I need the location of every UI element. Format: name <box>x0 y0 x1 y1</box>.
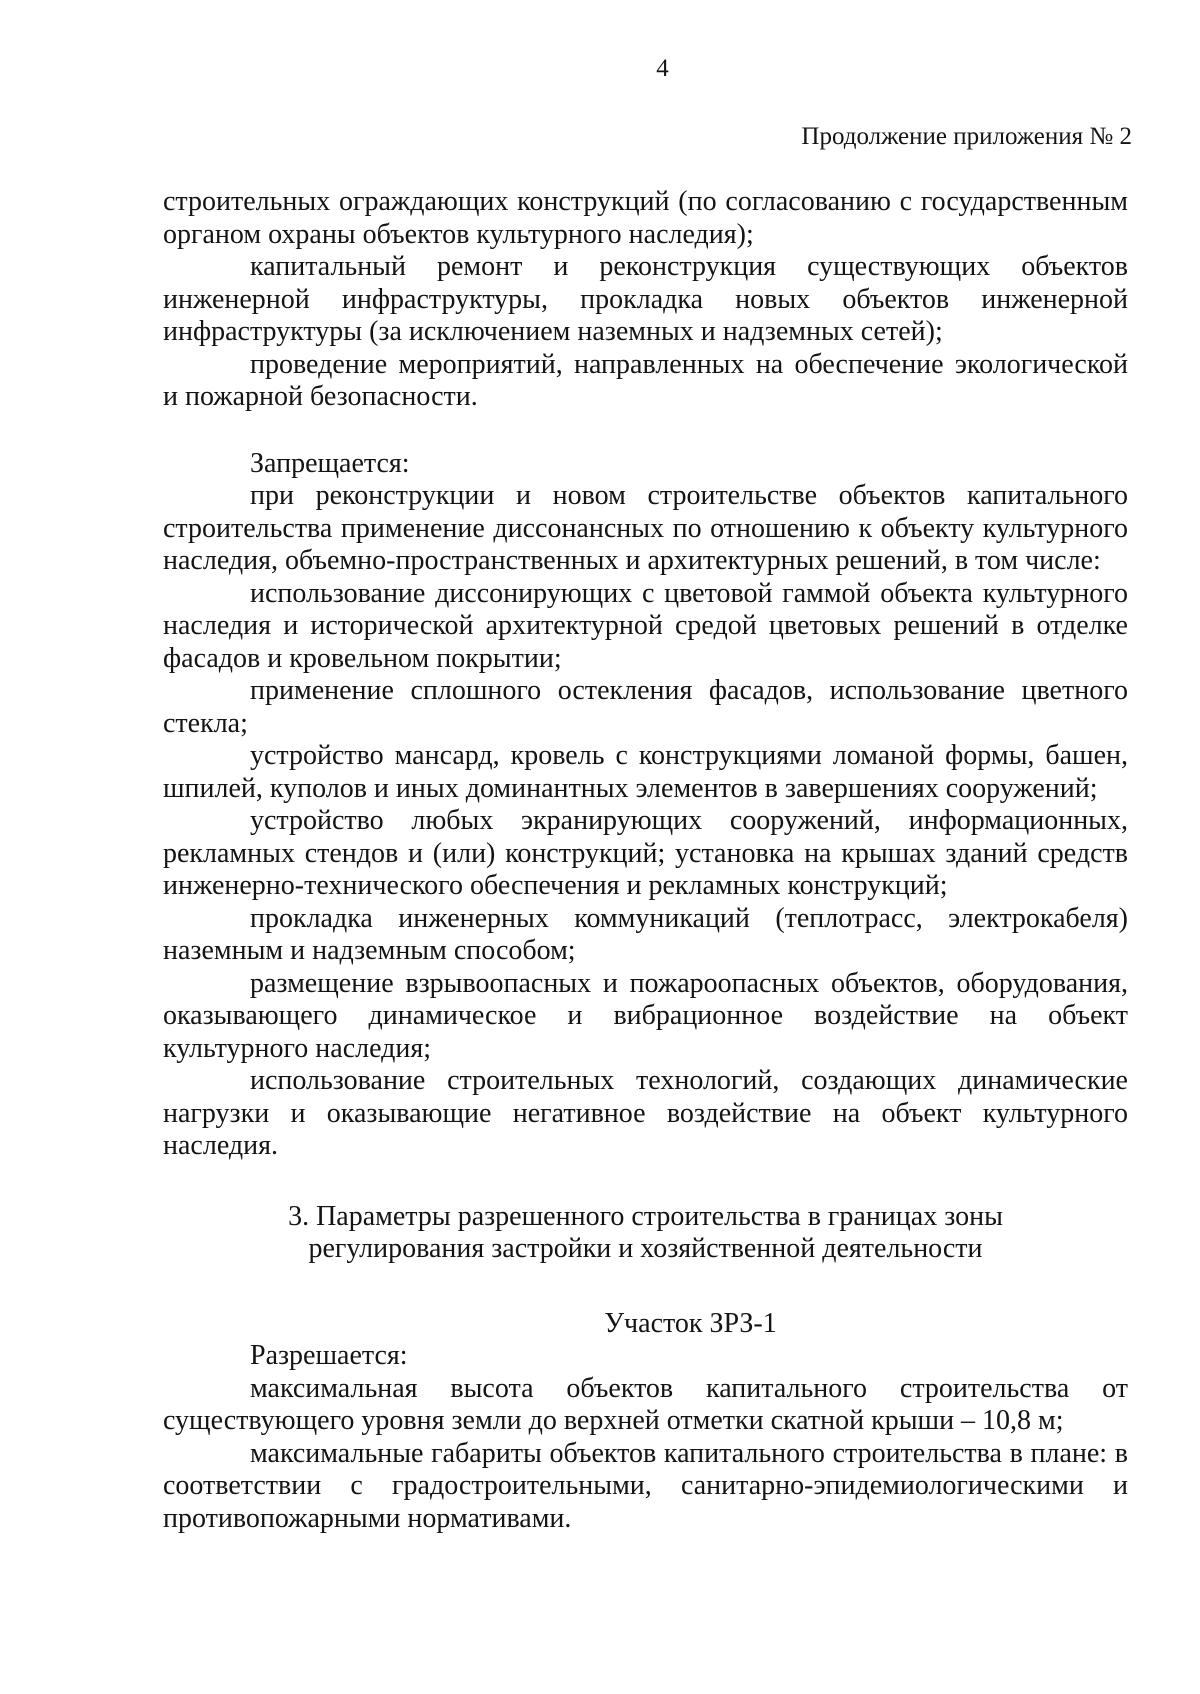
section-heading: 3. Параметры разрешенного строительства в границах зоны регулирования застройки и хозяйственной деятельности <box>288 1200 1003 1264</box>
paragraph: устройство любых экранирующих сооружений, информационных, рекламных стендов и (или) конструкций; установка на крышах зданий средств инженерно-технического обеспечения и рекламных конструкций; <box>163 805 1128 901</box>
paragraph: прокладка инженерных коммуникаций (теплотрасс, электрокабеля) наземным и надземным способом; <box>163 902 1128 966</box>
document-body <box>163 186 1128 1535</box>
paragraph: применение сплошного остекления фасадов, использование цветного стекла; <box>163 675 1128 739</box>
prohibited-label: Запрещается: <box>250 447 410 479</box>
allowed-label: Разрешается: <box>250 1340 408 1371</box>
paragraph: капитальный ремонт и реконструкция существующих объектов инженерной инфраструктуры, прокладка новых объектов инженерной инфраструктуры (за исключением наземных и надземных сетей); <box>163 251 1128 347</box>
page-number: 4 <box>656 55 669 82</box>
paragraph: строительных ограждающих конструкций (по согласованию с государственным органом охраны объектов культурного наследия); <box>163 186 1128 250</box>
paragraph: максимальные габариты объектов капитального строительства в плане: в соответствии с градостроительными, санитарно-эпидемиологическими и противопожарными нормативами. <box>163 1437 1128 1534</box>
paragraph: использование диссонирующих с цветовой гаммой объекта культурного наследия и исторической архитектурной средой цветовых решений в отделке фасадов и кровельном покрытии; <box>163 577 1128 674</box>
paragraph: использование строительных технологий, создающих динамические нагрузки и оказывающие негативное воздействие на объект культурного наследия. <box>163 1065 1128 1161</box>
paragraph: размещение взрывоопасных и пожароопасных объектов, оборудования, оказывающего динамическое и вибрационное воздействие на объект культурного наследия; <box>163 967 1128 1064</box>
paragraph: при реконструкции и новом строительстве объектов капитального строительства применение диссонансных по отношению к объекту культурного наследия, объемно-пространственных и архитектурных решений, в том числе: <box>163 480 1128 576</box>
paragraph: устройство мансард, кровель с конструкциями ломаной формы, башен, шпилей, куполов и иных доминантных элементов в завершениях сооружений; <box>163 740 1128 804</box>
appendix-continuation-note: Продолжение приложения № 2 <box>801 123 1132 150</box>
paragraph: максимальная высота объектов капитального строительства от существующего уровня земли до верхней отметки скатной крыши – 10,8 м; <box>163 1372 1128 1436</box>
section-subheading: Участок ЗРЗ-1 <box>604 1307 777 1339</box>
paragraph: проведение мероприятий, направленных на обеспечение экологической и пожарной безопасности. <box>163 348 1128 412</box>
